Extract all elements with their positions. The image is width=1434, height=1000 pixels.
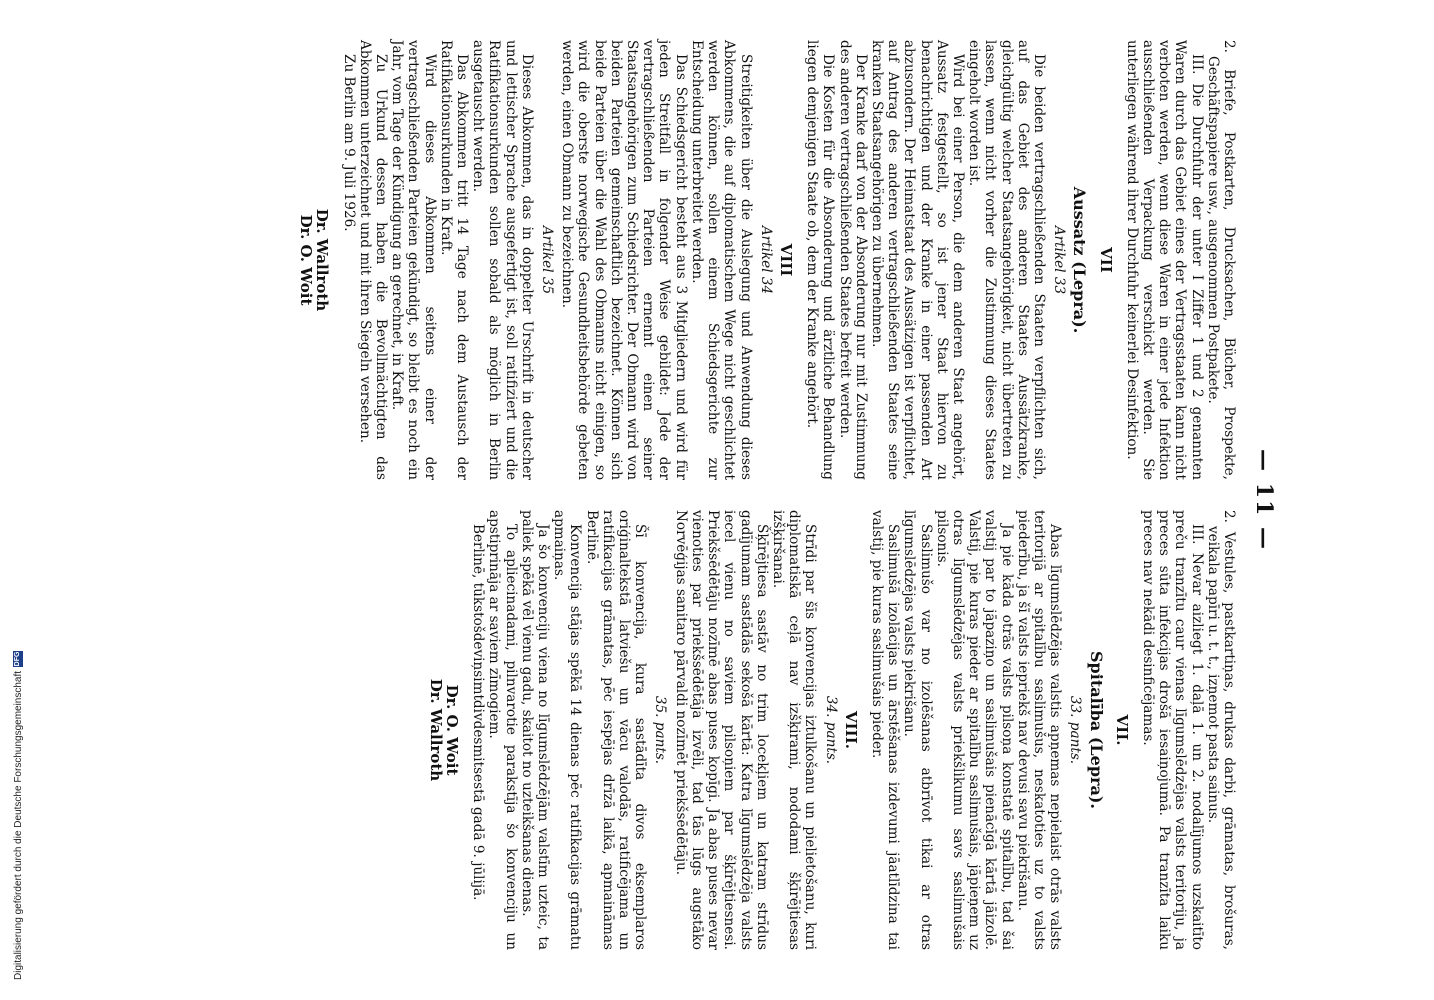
paragraph: III. Die Durchfuhr der unter I Ziffer 1 und 2 genannten Waren durch das Gebiet eines der Vertragsstaaten kann nicht verboten werden, wenn diese Waren in einer jede Infektion ausschließenden Verpackung verschickt werden. Sie unterliegen während ihrer Durchfuhr keinerlei Desinfektion. (1123, 40, 1205, 480)
paragraph: Ja šo konvenciju viena no līgumslēdzējām valstīm uzteic, ta paliek spēkā vēl vienu gadu, skaitot no uzteikšanas dienas. (518, 510, 552, 950)
paragraph: Abas līgumslēdzējas valstis apņemas nepielaist otrās valsts teritorijā ar spitalību saslimušus, neskatoties uz to valsts piederību, ja šī valsts iepriekš nav devusi savu piekrišanu. (1014, 510, 1064, 950)
article-heading: Artikel 33 (1051, 225, 1068, 295)
paragraph: III. Nevar aizliegt 1. daļā 1. un 2. nodalījumos uzskaitīto preču tranzītu caur vienas līgumslēdzējas valsts teritoriju, ja preces sūta infekcijas drošā iesaiņojumā. Pa tranzīta laiku preces nav nekādi desinficējamas. (1139, 510, 1205, 950)
article-heading: 33. pants. (1067, 695, 1084, 765)
paragraph: Streitigkeiten über die Auslegung und Anwendung dieses Abkommens, die auf diplomatischem Wege nicht geschlichtet werden können, sollen einem Schiedsgerichte zur Entscheidung unterbreitet werden. (688, 40, 754, 480)
latvian-column (428, 510, 1237, 950)
paragraph: Ja pie kāda otrās valsts pilsoņa konstatē spitalību, tad šai valstij par to jāpaziņo un saslimušais pienācīgā kārtā jāizolē. Valstij, pie kuras pieder ar spitalību saslimušais, jāpieņem uz otras līgumslēdzējas valsts priekšlikumu savs saslimušais pilsonis. (933, 510, 1015, 950)
paragraph: Saslimušā izolācijas un ārstēšanas izdevumi jāatlīdzina tai valstij, pie kuras saslimušais pieder. (868, 510, 902, 950)
paragraph: Strīdi par šīs konvencijas iztulkošanu un pielietošanu, kuri diplomatiskā ceļā nav izšķirami, nododami šķīrējtiesas izšķiršanai. (769, 510, 819, 950)
article-heading: 35. pants. (652, 695, 669, 765)
section-number: VII (1096, 247, 1115, 273)
paragraph: Wird dieses Abkommen seitens einer der vertragschließenden Parteien gekündigt, so bleibt es noch ein Jahr, vom Tage der Kündigung an gerechnet, in Kraft. (389, 40, 438, 480)
signature: Dr. O. Woit (443, 684, 462, 776)
section-number: VIII (776, 243, 795, 277)
paragraph: Šķīrējtiesa sastāv no trim locekļiem un katram strīdus gadījumam sastādās sekošā kārtā: Katra līgumslēdzēja valsts iecel vienu no saviem pilsoņiem par šķīrējtiesnesi. Priekšsēdētāju nozīmē abas puses kopīgi. Ja abas puses nevar vienoties par priekšsēdētāja izvēli, tad tās lūgs augstāko Norvēģijas sanitaro pārvaldi nozīmēt priekšsēdētāju. (672, 510, 770, 950)
document-page (217, 0, 1347, 1000)
paragraph: To apliecinadami, pilnvarotie parakstīja šo konvenciju un apstiprināja ar saviem zīmogiem. (486, 510, 519, 950)
paragraph: Zu Urkund dessen haben die Bevollmächtigten das Abkommen unterzeichnet und mit ihren Siegeln versehen. (356, 40, 390, 480)
paragraph: Berlinē, tūkstošdeviņsimtdivdesmitsestā gadā 9. jūlijā. (470, 524, 487, 901)
digitization-credit (12, 600, 24, 980)
signature: Dr. Wallroth (426, 678, 445, 782)
list-item: 2. Vestules, pastkartiņas, drukas darbi, grāmatas, brošuras, veikala papīri u. t. t., izņemot pasta sainus. (1204, 510, 1237, 950)
signature: Dr. O. Woit (297, 214, 316, 306)
article-heading: Artikel 35 (539, 225, 556, 295)
paragraph: Der Kranke darf von der Absonderung nur mit Zustimmung des anderen vertragschließenden Staates befreit werden. (836, 40, 869, 480)
article-heading: 34. pants. (822, 695, 839, 765)
paragraph: Das Abkommen tritt 14 Tage nach dem Austausch der Ratifikationsurkunden in Kraft. (437, 40, 471, 480)
german-column (298, 40, 1237, 480)
paragraph: Šī konvencija, kura sastādīta divos eksemplaros oriģinaltekstā latviešu un vācu valodās, ratificējama un ratifikacijas grāmatas, pēc iespējas drīzā laikā, apmaināmas Berlinē. (583, 510, 649, 950)
paragraph: Saslimušo var no izolēšanas atbrīvot tikai ar otras līgumslēdzējas valsts piekrišanu. (901, 510, 934, 950)
paragraph: Das Schiedsgericht besteht aus 3 Mitgliedern und wird für jeden Streitfall in folgender Weise gebildet: Jede der vertragschließenden Parteien ernennt einen seiner Staatsangehörigen zum Schiedsrichter. Der Obmann wird von beiden Parteien gemeinschaftlich bezeichnet. Können sich beide Parteien über die Wahl des Obmanns nicht einigen, so wird die oberste norwegische Gesundheitsbehörde gebeten werden, einen Obmann zu bezeichnen. (559, 40, 689, 480)
section-title: Aussatz (Lepra). (1070, 186, 1090, 334)
paragraph: Die Kosten für die Absonderung und ärztliche Behandlung liegen demjenigen Staate ob, dem der Kranke angehört. (804, 40, 837, 480)
paragraph: Wird bei einer Person, die dem anderen Staat angehört, Aussatz festgestellt, so ist jener Staat hiervon zu benachrichtigen und der Kranke in einer passenden Art abzusondern. Der Heimatstaat des Aussätzigen ist verpflichtet, auf Antrag des anderen vertragschließenden Staates seine kranken Staatsangehörigen zu übernehmen. (868, 40, 966, 480)
signature: Dr. Wallroth (313, 208, 332, 312)
credit-text: Digitalisierung gefördert durch die Deutsche Forschungsgemeinschaft (12, 670, 24, 980)
list-item: 2. Briefe, Postkarten, Drucksachen, Bücher, Prospekte, Geschäftspapiere usw., ausgenommen Postpakete. (1204, 40, 1237, 480)
paragraph: Konvencija stājas spēkā 14 dienas pēc ratifikacijas grāmatu apmaiņas. (551, 510, 584, 950)
section-number: VII. (1112, 714, 1131, 746)
page-number: — 11 — (1251, 449, 1277, 551)
paragraph: Zu Berlin am 9. Juli 1926. (340, 54, 357, 232)
section-number: VIII. (841, 711, 860, 749)
paragraph: Die beiden vertragschließenden Staaten verpflichten sich, auf das Gebiet des anderen Staates Aussätzkranke, gleichgültig welcher Staatsangehörigkeit, nicht übertreten zu lassen, wenn nicht vorher die Zustimmung dieses Staates eingeholt worden ist. (966, 40, 1047, 480)
paragraph: Dieses Abkommen, das in doppelter Urschrift in deutscher und lettischer Sprache ausgefertigt ist, soll ratifiziert und die Ratifikationsurkunden sollen sobald als möglich in Berlin ausgetauscht werden. (470, 40, 535, 480)
article-heading: Artikel 34 (757, 225, 774, 295)
section-title: Spitalība (Lepra). (1086, 651, 1106, 809)
dfg-logo-icon: DFG (14, 651, 21, 667)
